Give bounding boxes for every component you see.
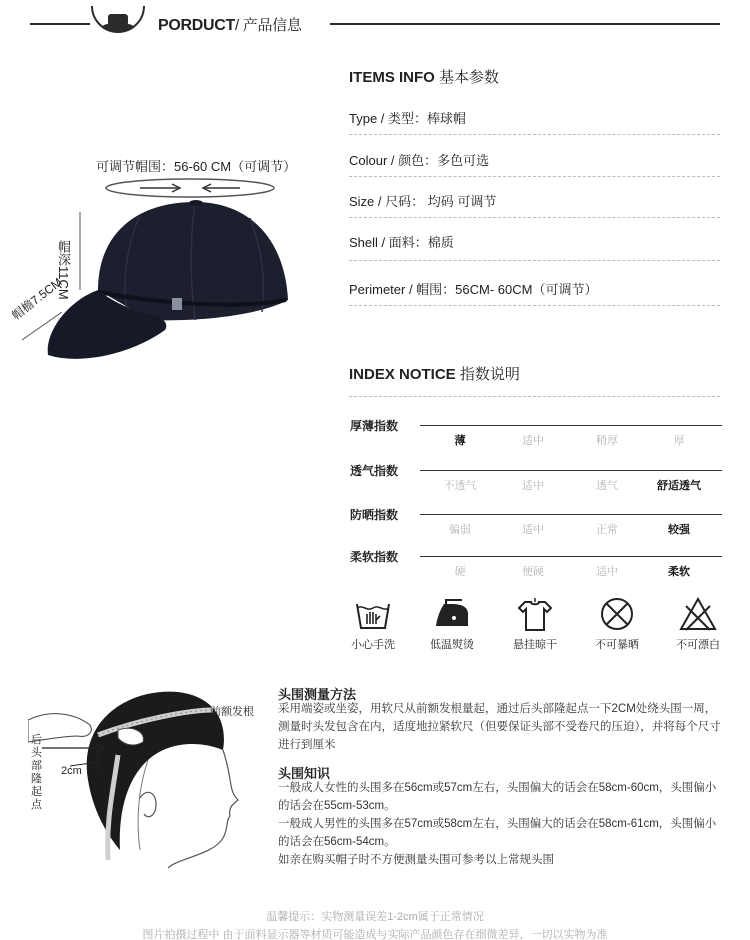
care-label: 不可漂白 — [676, 639, 720, 651]
index-option: 透气 — [596, 480, 618, 492]
divider — [349, 305, 720, 306]
index-notice-title — [349, 363, 520, 384]
care-item — [500, 596, 570, 652]
index-row-label: 防晒指数 — [350, 508, 399, 522]
header-rule-right — [330, 23, 720, 25]
index-option: 偏弱 — [449, 524, 471, 536]
footer-note-1: 温馨提示：实物测量误差1-2cm属于正常情况 — [266, 911, 484, 923]
divider — [349, 134, 720, 135]
header-rule-left — [30, 23, 90, 25]
index-notice-title-en: INDEX NOTICE — [349, 366, 456, 383]
care-label: 悬挂晾干 — [513, 639, 557, 651]
index-option: 适中 — [522, 435, 544, 447]
hang-dry-icon — [515, 596, 555, 632]
items-info-title-en: ITEMS INFO — [349, 69, 435, 86]
index-option: 适中 — [596, 566, 618, 578]
page-title-en: PORDUCT — [158, 17, 236, 34]
hat-brim-label: 帽檐7.5CM — [9, 275, 65, 323]
head-knowledge-text-tip: 如亲在购买帽子时不方便测量头围可参考以上常规头围 — [278, 854, 554, 866]
index-row-label: 透气指数 — [350, 464, 399, 478]
care-item — [338, 596, 408, 652]
page-title — [158, 14, 302, 35]
index-option: 便硬 — [522, 566, 544, 578]
offset-2cm-label: 2cm — [61, 765, 82, 777]
header-badge — [90, 4, 146, 48]
index-option: 硬 — [454, 566, 466, 578]
info-row-colour — [349, 150, 720, 169]
head-knowledge-title: 头围知识 — [278, 766, 331, 781]
care-label: 不可暴晒 — [595, 639, 639, 651]
items-info-title-cn: 基本参数 — [439, 69, 500, 86]
no-bleach-icon — [678, 596, 718, 632]
index-row-rule — [420, 514, 722, 515]
index-option: 稍厚 — [596, 435, 618, 447]
info-row-text: Shell / 面料：棉质 — [349, 235, 454, 250]
info-row-size — [349, 191, 720, 210]
index-option: 厚 — [673, 435, 685, 447]
hat-icon — [90, 4, 146, 48]
info-row-shell — [349, 232, 720, 251]
hat-depth-label: 帽深11CM — [56, 240, 71, 300]
head-knowledge-text-female: 一般成人女性的头围多在56cm或57cm左右，头围偏大的话会在58cm-60cm，头围偏小的话会在55cm-53cm。 — [278, 782, 717, 812]
hat-adjust-label: 可调节帽围：56-60 CM（可调节） — [96, 159, 297, 174]
footer-note-2: 图片拍摄过程中 由于面料显示器等材质可能造成与实际产品颜色存在细微差异，一切以实物为准 — [142, 929, 608, 940]
no-sun-dry-icon — [597, 596, 637, 632]
index-row-rule — [420, 425, 722, 426]
info-row-perimeter — [349, 279, 720, 298]
info-row-text: Type / 类型：棒球帽 — [349, 111, 467, 126]
index-row-rule — [420, 470, 722, 471]
items-info-title — [349, 66, 499, 87]
low-iron-icon — [432, 596, 472, 632]
forehead-label: 前额发根 — [210, 706, 254, 718]
index-option: 不透气 — [443, 480, 477, 492]
hat-image — [0, 140, 320, 400]
divider — [349, 260, 720, 261]
care-item — [582, 596, 652, 652]
care-item — [417, 596, 487, 652]
index-notice-title-cn: 指数说明 — [459, 366, 520, 383]
divider — [349, 217, 720, 218]
care-label: 小心手洗 — [351, 639, 395, 651]
occipital-point-label: 后头部隆起点 — [31, 734, 42, 811]
index-option-selected: 较强 — [668, 524, 690, 536]
index-row-label: 厚薄指数 — [350, 419, 399, 433]
measure-method-title: 头围测量方法 — [278, 687, 357, 702]
index-option-selected: 舒适透气 — [657, 480, 701, 492]
care-label: 低温熨烫 — [430, 639, 474, 651]
info-row-text: Size / 尺码： 均码 可调节 — [349, 194, 497, 209]
index-option: 适中 — [522, 524, 544, 536]
hand-wash-icon — [353, 596, 393, 632]
divider — [349, 176, 720, 177]
head-knowledge-text-male: 一般成人男性的头围多在57cm或58cm左右，头围偏大的话会在58cm-61cm，头围偏小的话会在56cm-54cm。 — [278, 818, 717, 848]
care-item — [663, 596, 733, 652]
index-option: 正常 — [596, 524, 618, 536]
divider — [349, 396, 720, 397]
index-row-rule — [420, 556, 722, 557]
index-option: 适中 — [522, 480, 544, 492]
index-row-label: 柔软指数 — [350, 550, 399, 564]
info-row-text: Perimeter / 帽围：56CM- 60CM（可调节） — [349, 282, 598, 297]
index-option-selected: 柔软 — [668, 566, 690, 578]
info-row-type — [349, 108, 720, 127]
page-title-cn: / 产品信息 — [235, 17, 302, 34]
info-row-text: Colour / 颜色：多色可选 — [349, 153, 490, 168]
measure-method-text: 采用端姿或坐姿，用软尺从前额发根量起，通过后头部隆起点一下2CM处绕头围一周，测量时头发包含在内，适度地拉紧软尺（但要保证头部不受卷尺的压迫），并将每个尺寸进行到厘米 — [278, 703, 721, 751]
index-option-selected: 薄 — [454, 435, 466, 447]
